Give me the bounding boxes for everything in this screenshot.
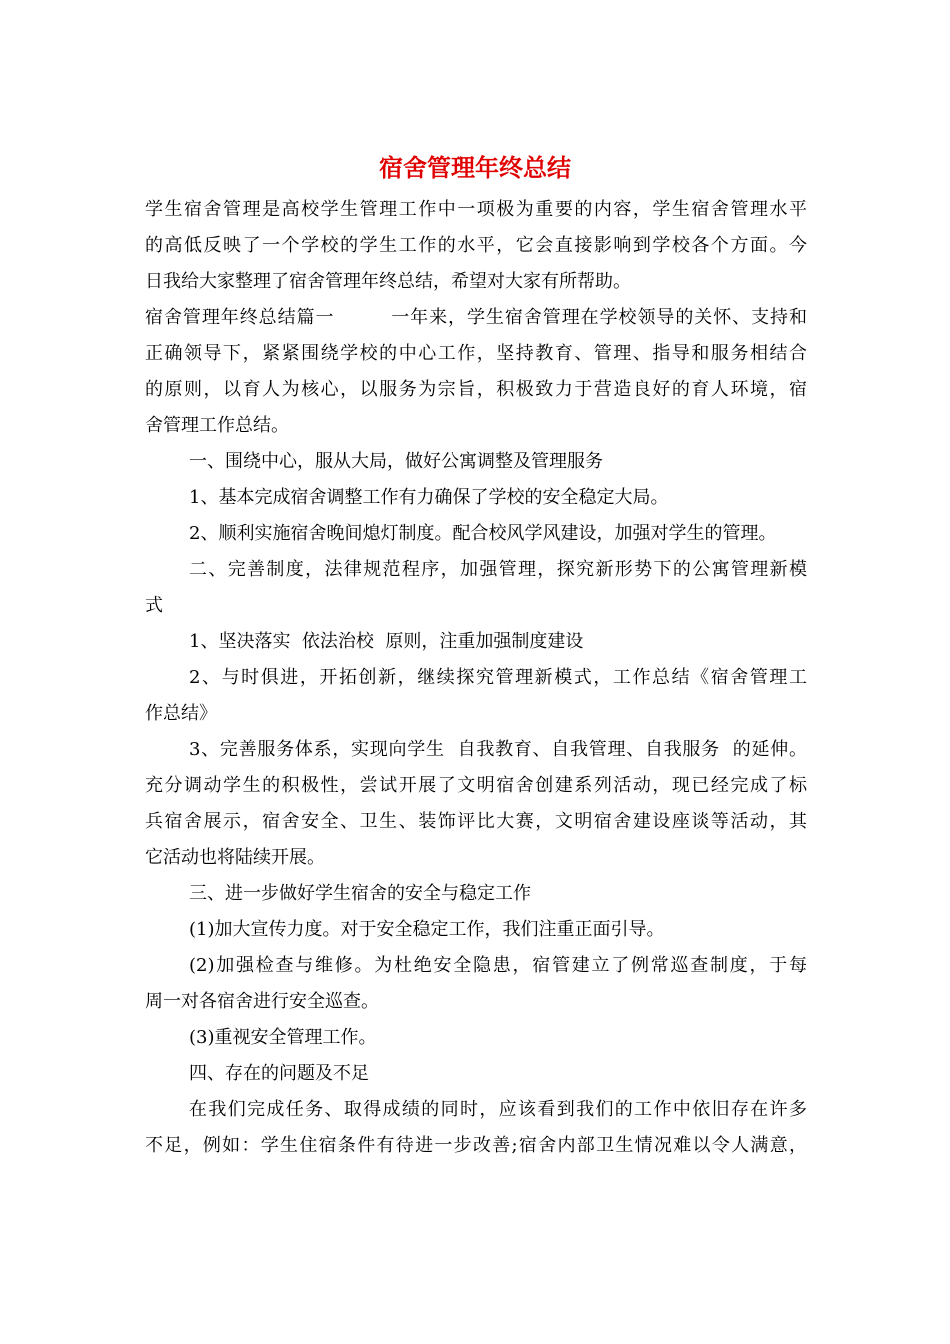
text-line: 充分调动学生的积极性，尝试开展了文明宿舍创建系列活动，现已经完成了标: [145, 775, 807, 796]
text-line: 兵宿舍展示，宿舍安全、卫生、装饰评比大赛，文明宿舍建设座谈等活动，其: [145, 811, 807, 832]
text-line: 宿舍管理年终总结篇一 一年来，学生宿舍管理在学校领导的关怀、支持和: [145, 307, 807, 328]
text-line: 式: [145, 595, 163, 616]
text-line: 的高低反映了一个学校的学生工作的水平，它会直接影响到学校各个方面。今: [145, 235, 807, 256]
text-line: 周一对各宿舍进行安全巡查。: [145, 991, 379, 1012]
text-line: 2、与时俱进，开拓创新，继续探究管理新模式，工作总结《宿舍管理工: [189, 667, 807, 688]
text-line: 在我们完成任务、取得成绩的同时，应该看到我们的工作中依旧存在许多: [189, 1099, 807, 1120]
section-heading: 一、围绕中心，服从大局，做好公寓调整及管理服务: [189, 451, 603, 472]
text-line: (3)重视安全管理工作。: [189, 1027, 377, 1048]
text-line: 它活动也将陆续开展。: [145, 847, 325, 868]
document-body: [145, 192, 807, 1164]
text-line: 不足，例如：学生住宿条件有待进一步改善;宿舍内部卫生情况难以令人满意，: [145, 1135, 807, 1156]
section-heading: 四、存在的问题及不足: [189, 1063, 369, 1084]
text-line: 3、完善服务体系，实现向学生 自我教育、自我管理、自我服务 的延伸。: [189, 739, 807, 760]
text-line: 1、坚决落实 依法治校 原则，注重加强制度建设: [189, 631, 584, 652]
text-line: (1)加大宣传力度。对于安全稳定工作，我们注重正面引导。: [189, 919, 665, 940]
text-line: (2)加强检查与维修。为杜绝安全隐患，宿管建立了例常巡查制度，于每: [189, 955, 807, 976]
text-line: 的原则，以育人为核心，以服务为宗旨，积极致力于营造良好的育人环境，宿: [145, 379, 807, 400]
text-line: 舍管理工作总结。: [145, 415, 289, 436]
text-line: 日我给大家整理了宿舍管理年终总结，希望对大家有所帮助。: [145, 271, 631, 292]
text-line: 2、顺利实施宿舍晚间熄灯制度。配合校风学风建设，加强对学生的管理。: [189, 523, 777, 544]
document-title: 宿舍管理年终总结: [379, 154, 571, 182]
text-line: 作总结》: [145, 703, 217, 724]
text-line: 1、基本完成宿舍调整工作有力确保了学校的安全稳定大局。: [189, 487, 669, 508]
section-heading: 二、完善制度，法律规范程序，加强管理，探究新形势下的公寓管理新模: [189, 559, 807, 580]
text-line: 正确领导下，紧紧围绕学校的中心工作，坚持教育、管理、指导和服务相结合: [145, 343, 807, 364]
section-heading: 三、进一步做好学生宿舍的安全与稳定工作: [189, 883, 531, 904]
text-line: 学生宿舍管理是高校学生管理工作中一项极为重要的内容，学生宿舍管理水平: [145, 199, 807, 220]
